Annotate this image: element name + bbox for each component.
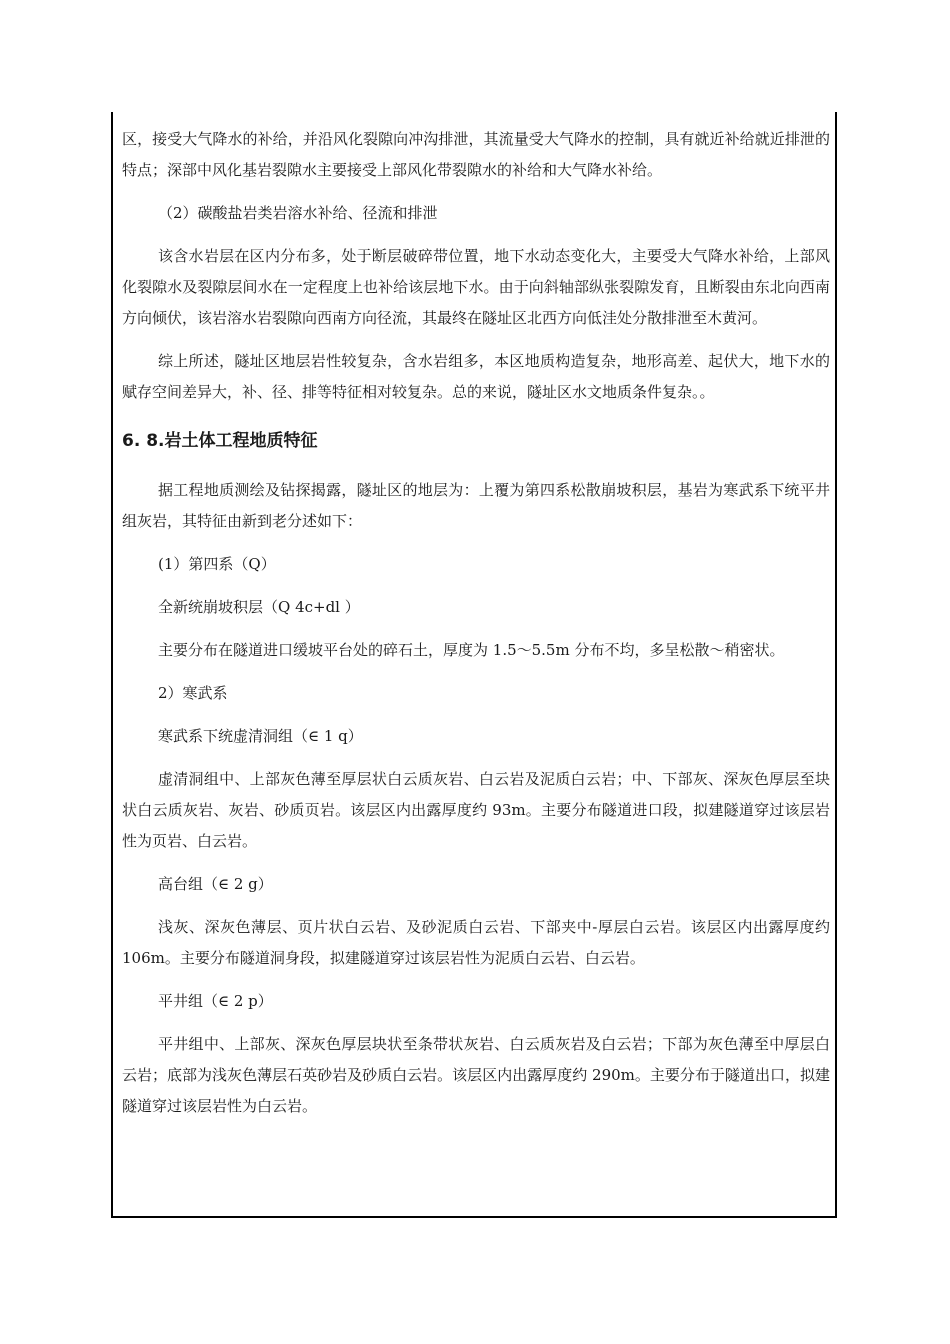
paragraph-karst-water: 该含水岩层在区内分布多，处于断层破碎带位置，地下水动态变化大，主要受大气降水补给，上部风化裂隙水及裂隙层间水在一定程度上也补给该层地下水。由于向斜轴部纵张裂隙发育，且断裂由东北向西南方向倾伏，该岩溶水岩裂隙向西南方向径流，其最终在隧址区北西方向低洼处分散排泄至木黄河。 [122, 247, 830, 327]
paragraph-pingjing: 平井组中、上部灰、深灰色厚层块状至条带状灰岩、白云质灰岩及白云岩；下部为灰色薄至中厚层白云岩；底部为浅灰色薄层石英砂岩及砂质白云岩。该层区内出露厚度约 290m。主要分布于隧道出口，拟建隧道穿过该层岩性为白云岩。 [122, 1035, 830, 1115]
paragraph-strata-intro: 据工程地质测绘及钻探揭露，隧址区的地层为：上覆为第四系松散崩坡积层，基岩为寒武系下统平井组灰岩，其特征由新到老分述如下： [122, 481, 830, 530]
paragraph-xuqingdong: 虚清洞组中、上部灰色薄至厚层状白云质灰岩、白云岩及泥质白云岩；中、下部灰、深灰色厚层至块状白云质灰岩、灰岩、砂质页岩。该层区内出露厚度约 93m。主要分布隧道进口段，拟建隧道穿过该层岩性为页岩、白云岩。 [122, 770, 830, 850]
subheading-holocene: 全新统崩坡积层（Q 4c+dl ） [158, 598, 360, 616]
subheading-karst-water: （2）碳酸盐岩类岩溶水补给、径流和排泄 [158, 204, 438, 222]
subheading-quaternary: (1）第四系（Q） [158, 555, 276, 573]
paragraph-weathered-fissure-water: 区，接受大气降水的补给，并沿风化裂隙向冲沟排泄，其流量受大气降水的控制，具有就近补给就近排泄的特点；深部中风化基岩裂隙水主要接受上部风化带裂隙水的补给和大气降水补给。 [122, 130, 830, 179]
paragraph-holocene: 主要分布在隧道进口缓坡平台处的碎石土，厚度为 1.5～5.5m 分布不均，多呈松散～稍密状。 [158, 641, 785, 659]
paragraph-summary: 综上所述，隧址区地层岩性较复杂，含水岩组多，本区地质构造复杂，地形高差、起伏大，地下水的赋存空间差异大，补、径、排等特征相对较复杂。总的来说，隧址区水文地质条件复杂。。 [122, 352, 830, 401]
subheading-pingjing: 平井组（∈ 2 p） [158, 992, 273, 1010]
subheading-gaotai: 高台组（∈ 2 g） [158, 875, 273, 893]
subheading-xuqingdong: 寒武系下统虚清洞组（∈ 1 q） [158, 727, 363, 745]
subheading-cambrian: 2）寒武系 [158, 684, 228, 702]
paragraph-gaotai: 浅灰、深灰色薄层、页片状白云岩、及砂泥质白云岩、下部夹中-厚层白云岩。该层区内出露厚度约 106m。主要分布隧道洞身段，拟建隧道穿过该层岩性为泥质白云岩、白云岩。 [122, 918, 830, 967]
section-heading: 6. 8.岩土体工程地质特征 [122, 431, 318, 451]
document-body [122, 124, 830, 1122]
